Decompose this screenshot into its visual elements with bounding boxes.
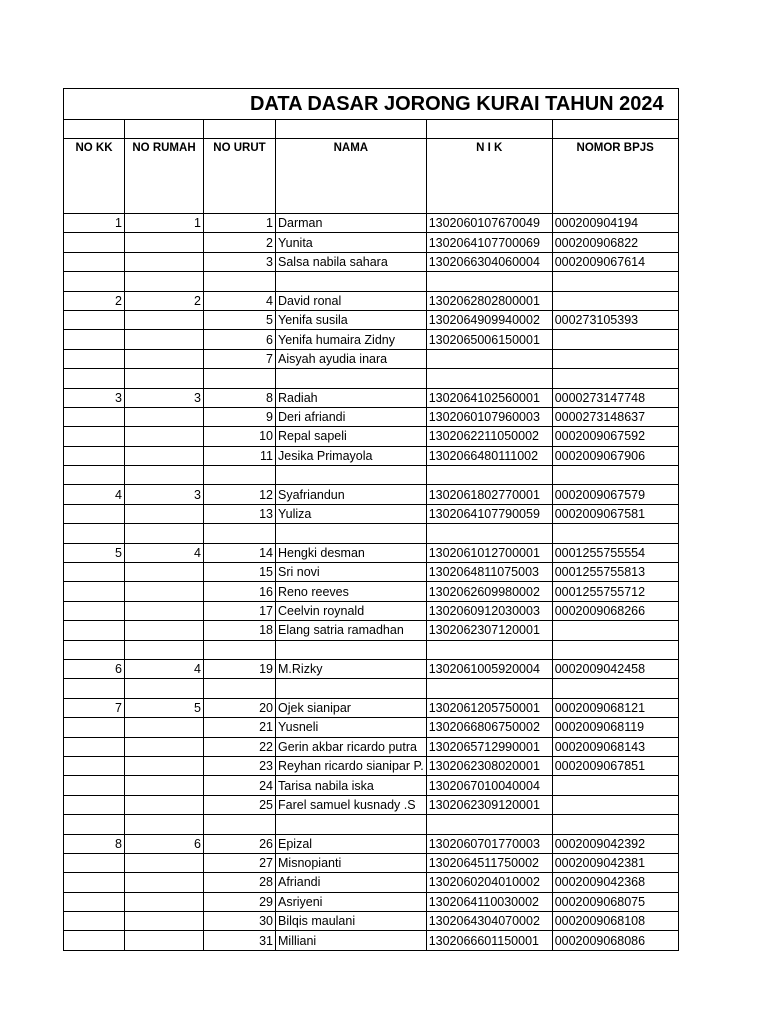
table-row: [64, 214, 679, 233]
header-nomor-bpjs[interactable]: NOMOR BPJS: [552, 139, 678, 158]
cell[interactable]: [204, 640, 276, 659]
nik-cell[interactable]: 1302060107960003: [426, 407, 552, 426]
nik-cell[interactable]: 1302064107700069: [426, 233, 552, 252]
bpjs-cell[interactable]: 0002009067592: [552, 427, 678, 446]
nik-cell[interactable]: 1302065712990001: [426, 737, 552, 756]
bpjs-cell[interactable]: 0001255755712: [552, 582, 678, 601]
rumah-cell[interactable]: [125, 349, 204, 368]
cell[interactable]: [64, 524, 125, 543]
spacer-row: [64, 272, 679, 291]
nama-cell[interactable]: Sri novi: [276, 563, 427, 582]
cell[interactable]: [125, 524, 204, 543]
kk-cell[interactable]: [64, 349, 125, 368]
nik-cell[interactable]: 1302064102560001: [426, 388, 552, 407]
urut-cell[interactable]: 27: [204, 853, 276, 872]
nama-cell[interactable]: Ceelvin roynald: [276, 601, 427, 620]
cell[interactable]: [276, 369, 427, 388]
kk-cell[interactable]: [64, 330, 125, 349]
nama-cell[interactable]: Salsa nabila sahara: [276, 252, 427, 271]
rumah-cell[interactable]: [125, 407, 204, 426]
cell[interactable]: [204, 272, 276, 291]
cell[interactable]: [204, 120, 276, 139]
cell[interactable]: [276, 524, 427, 543]
rumah-cell[interactable]: [125, 310, 204, 329]
nik-cell[interactable]: 1302064511750002: [426, 853, 552, 872]
spacer-row: [64, 466, 679, 485]
urut-cell[interactable]: 18: [204, 621, 276, 640]
cell[interactable]: [125, 120, 204, 139]
nik-cell[interactable]: [426, 349, 552, 368]
nama-cell[interactable]: Hengki desman: [276, 543, 427, 562]
table-row: [64, 485, 679, 504]
urut-cell[interactable]: 2: [204, 233, 276, 252]
bpjs-cell[interactable]: 0002009042392: [552, 834, 678, 853]
urut-cell[interactable]: 16: [204, 582, 276, 601]
cell[interactable]: [426, 272, 552, 291]
table-row: [64, 407, 679, 426]
nama-cell[interactable]: Reyhan ricardo sianipar P.: [276, 756, 427, 775]
nik-cell[interactable]: 1302062309120001: [426, 795, 552, 814]
rumah-cell[interactable]: [125, 563, 204, 582]
cell[interactable]: [426, 524, 552, 543]
kk-cell[interactable]: 4: [64, 485, 125, 504]
spacer-row: [64, 640, 679, 659]
urut-cell[interactable]: 15: [204, 563, 276, 582]
urut-cell[interactable]: 20: [204, 698, 276, 717]
nama-cell[interactable]: Asriyeni: [276, 892, 427, 911]
cell[interactable]: [64, 815, 125, 834]
cell[interactable]: [125, 369, 204, 388]
nik-cell[interactable]: 1302064304070002: [426, 912, 552, 931]
cell[interactable]: [64, 272, 125, 291]
kk-cell[interactable]: [64, 892, 125, 911]
nama-cell[interactable]: Elang satria ramadhan: [276, 621, 427, 640]
nik-cell[interactable]: 1302061012700001: [426, 543, 552, 562]
urut-cell[interactable]: 7: [204, 349, 276, 368]
kk-cell[interactable]: [64, 252, 125, 271]
cell[interactable]: [64, 640, 125, 659]
bpjs-cell[interactable]: [552, 330, 678, 349]
kk-cell[interactable]: 5: [64, 543, 125, 562]
rumah-cell[interactable]: [125, 892, 204, 911]
nik-cell[interactable]: 1302062802800001: [426, 291, 552, 310]
nama-cell[interactable]: Tarisa nabila iska: [276, 776, 427, 795]
cell[interactable]: [426, 815, 552, 834]
cell[interactable]: [426, 369, 552, 388]
nama-cell[interactable]: Epizal: [276, 834, 427, 853]
cell[interactable]: [276, 679, 427, 698]
table-row: [64, 931, 679, 950]
rumah-cell[interactable]: 3: [125, 485, 204, 504]
bpjs-cell[interactable]: [552, 349, 678, 368]
urut-cell[interactable]: 3: [204, 252, 276, 271]
nama-cell[interactable]: Bilqis maulani: [276, 912, 427, 931]
nik-cell[interactable]: 1302066601150001: [426, 931, 552, 950]
table-row: [64, 252, 679, 271]
spacer-row: [64, 679, 679, 698]
urut-cell[interactable]: 12: [204, 485, 276, 504]
spacer-row: [64, 369, 679, 388]
bpjs-cell[interactable]: 0002009068266: [552, 601, 678, 620]
kk-cell[interactable]: 1: [64, 214, 125, 233]
cell[interactable]: [552, 815, 678, 834]
nama-cell[interactable]: Yusneli: [276, 718, 427, 737]
kk-cell[interactable]: [64, 931, 125, 950]
nama-cell[interactable]: Misnopianti: [276, 853, 427, 872]
urut-cell[interactable]: 28: [204, 873, 276, 892]
table-row: [64, 718, 679, 737]
table-row: [64, 543, 679, 562]
cell[interactable]: [125, 272, 204, 291]
spacer-row: [64, 524, 679, 543]
bpjs-cell[interactable]: 0002009068121: [552, 698, 678, 717]
kk-cell[interactable]: [64, 756, 125, 775]
cell[interactable]: [276, 158, 427, 214]
cell[interactable]: [276, 120, 427, 139]
cell[interactable]: [426, 158, 552, 214]
urut-cell[interactable]: 9: [204, 407, 276, 426]
nama-cell[interactable]: Yunita: [276, 233, 427, 252]
urut-cell[interactable]: 8: [204, 388, 276, 407]
table-row: [64, 446, 679, 465]
kk-cell[interactable]: [64, 795, 125, 814]
kk-cell[interactable]: 7: [64, 698, 125, 717]
urut-cell[interactable]: 19: [204, 659, 276, 678]
bpjs-cell[interactable]: 0002009068119: [552, 718, 678, 737]
nik-cell[interactable]: 1302062211050002: [426, 427, 552, 446]
table-row: [64, 737, 679, 756]
table-row: [64, 563, 679, 582]
bpjs-cell[interactable]: 0002009067906: [552, 446, 678, 465]
rumah-cell[interactable]: [125, 853, 204, 872]
nama-cell[interactable]: Radiah: [276, 388, 427, 407]
nama-cell[interactable]: Farel samuel kusnady .S: [276, 795, 427, 814]
urut-cell[interactable]: 30: [204, 912, 276, 931]
bpjs-cell[interactable]: 0001255755554: [552, 543, 678, 562]
cell[interactable]: [552, 120, 678, 139]
nik-cell[interactable]: 1302066304060004: [426, 252, 552, 271]
kk-cell[interactable]: [64, 504, 125, 523]
cell[interactable]: [276, 640, 427, 659]
cell[interactable]: [64, 466, 125, 485]
rumah-cell[interactable]: 4: [125, 543, 204, 562]
kk-cell[interactable]: [64, 601, 125, 620]
bpjs-cell[interactable]: 0001255755813: [552, 563, 678, 582]
rumah-cell[interactable]: [125, 252, 204, 271]
nik-cell[interactable]: 1302061005920004: [426, 659, 552, 678]
bpjs-cell[interactable]: 0002009067851: [552, 756, 678, 775]
table-row: [64, 912, 679, 931]
rumah-cell[interactable]: [125, 737, 204, 756]
nama-cell[interactable]: Ojek sianipar: [276, 698, 427, 717]
kk-cell[interactable]: [64, 853, 125, 872]
urut-cell[interactable]: 14: [204, 543, 276, 562]
bpjs-cell[interactable]: 0000273147748: [552, 388, 678, 407]
kk-cell[interactable]: [64, 776, 125, 795]
urut-cell[interactable]: 11: [204, 446, 276, 465]
table-row: [64, 892, 679, 911]
urut-cell[interactable]: 23: [204, 756, 276, 775]
urut-cell[interactable]: 26: [204, 834, 276, 853]
urut-cell[interactable]: 13: [204, 504, 276, 523]
cell[interactable]: [426, 120, 552, 139]
kk-cell[interactable]: 2: [64, 291, 125, 310]
nama-cell[interactable]: Gerin akbar ricardo putra: [276, 737, 427, 756]
nik-cell[interactable]: 1302065006150001: [426, 330, 552, 349]
bpjs-cell[interactable]: [552, 776, 678, 795]
nama-cell[interactable]: Jesika Primayola: [276, 446, 427, 465]
urut-cell[interactable]: 4: [204, 291, 276, 310]
cell[interactable]: [64, 158, 125, 214]
table-row: [64, 795, 679, 814]
nama-cell[interactable]: Deri afriandi: [276, 407, 427, 426]
kk-cell[interactable]: [64, 621, 125, 640]
bpjs-cell[interactable]: 0002009042381: [552, 853, 678, 872]
bpjs-cell[interactable]: 000200904194: [552, 214, 678, 233]
nik-cell[interactable]: 1302060701770003: [426, 834, 552, 853]
kk-cell[interactable]: [64, 233, 125, 252]
nik-cell[interactable]: 1302067010040004: [426, 776, 552, 795]
header-nik[interactable]: N I K: [426, 139, 552, 158]
kk-cell[interactable]: [64, 718, 125, 737]
bpjs-cell[interactable]: 0002009042458: [552, 659, 678, 678]
cell[interactable]: [125, 158, 204, 214]
kk-cell[interactable]: [64, 582, 125, 601]
nama-cell[interactable]: Repal sapeli: [276, 427, 427, 446]
cell[interactable]: [552, 369, 678, 388]
cell[interactable]: [125, 815, 204, 834]
urut-cell[interactable]: 24: [204, 776, 276, 795]
rumah-cell[interactable]: [125, 718, 204, 737]
nama-cell[interactable]: Yenifa susila: [276, 310, 427, 329]
table-row: [64, 698, 679, 717]
cell[interactable]: [204, 466, 276, 485]
rumah-cell[interactable]: [125, 776, 204, 795]
bpjs-cell[interactable]: 0002009068108: [552, 912, 678, 931]
rumah-cell[interactable]: [125, 873, 204, 892]
header-nama[interactable]: NAMA: [276, 139, 427, 158]
kk-cell[interactable]: 6: [64, 659, 125, 678]
nama-cell[interactable]: Darman: [276, 214, 427, 233]
cell[interactable]: [552, 466, 678, 485]
bpjs-cell[interactable]: [552, 291, 678, 310]
spacer-row: [64, 120, 679, 139]
header-row: [64, 139, 679, 158]
bpjs-cell[interactable]: 000273105393: [552, 310, 678, 329]
rumah-cell[interactable]: [125, 601, 204, 620]
rumah-cell[interactable]: [125, 427, 204, 446]
bpjs-cell[interactable]: 0002009067614: [552, 252, 678, 271]
cell[interactable]: [204, 369, 276, 388]
cell[interactable]: [276, 272, 427, 291]
cell[interactable]: [204, 679, 276, 698]
kk-cell[interactable]: [64, 737, 125, 756]
cell[interactable]: [552, 272, 678, 291]
title-row: [64, 89, 679, 120]
kk-cell[interactable]: 8: [64, 834, 125, 853]
urut-cell[interactable]: 31: [204, 931, 276, 950]
kk-cell[interactable]: [64, 407, 125, 426]
rumah-cell[interactable]: [125, 912, 204, 931]
rumah-cell[interactable]: [125, 621, 204, 640]
nik-cell[interactable]: 1302066806750002: [426, 718, 552, 737]
urut-cell[interactable]: 10: [204, 427, 276, 446]
nik-cell[interactable]: 1302064110030002: [426, 892, 552, 911]
rumah-cell[interactable]: [125, 582, 204, 601]
cell[interactable]: [426, 679, 552, 698]
urut-cell[interactable]: 22: [204, 737, 276, 756]
urut-cell[interactable]: 25: [204, 795, 276, 814]
kk-cell[interactable]: 3: [64, 388, 125, 407]
spreadsheet-table: [63, 88, 679, 951]
bpjs-cell[interactable]: 0002009068143: [552, 737, 678, 756]
nik-cell[interactable]: 1302060912030003: [426, 601, 552, 620]
nama-cell[interactable]: David ronal: [276, 291, 427, 310]
nik-cell[interactable]: 1302061205750001: [426, 698, 552, 717]
nik-cell[interactable]: 1302062307120001: [426, 621, 552, 640]
nama-cell[interactable]: Afriandi: [276, 873, 427, 892]
cell[interactable]: [204, 524, 276, 543]
nama-cell[interactable]: Reno reeves: [276, 582, 427, 601]
table-row: [64, 659, 679, 678]
header-no-rumah[interactable]: NO RUMAH: [125, 139, 204, 158]
nik-cell[interactable]: 1302062308020001: [426, 756, 552, 775]
table-row: [64, 776, 679, 795]
kk-cell[interactable]: [64, 563, 125, 582]
urut-cell[interactable]: 21: [204, 718, 276, 737]
table-row: [64, 291, 679, 310]
kk-cell[interactable]: [64, 912, 125, 931]
nama-cell[interactable]: Yuliza: [276, 504, 427, 523]
bpjs-cell[interactable]: 0000273148637: [552, 407, 678, 426]
table-row: [64, 388, 679, 407]
rumah-cell[interactable]: 6: [125, 834, 204, 853]
cell[interactable]: [125, 466, 204, 485]
nama-cell[interactable]: Aisyah ayudia inara: [276, 349, 427, 368]
bpjs-cell[interactable]: [552, 795, 678, 814]
rumah-cell[interactable]: 3: [125, 388, 204, 407]
cell[interactable]: [204, 158, 276, 214]
rumah-cell[interactable]: 2: [125, 291, 204, 310]
cell[interactable]: [552, 524, 678, 543]
rumah-cell[interactable]: 5: [125, 698, 204, 717]
rumah-cell[interactable]: [125, 795, 204, 814]
nik-cell[interactable]: 1302061802770001: [426, 485, 552, 504]
cell[interactable]: [125, 640, 204, 659]
rumah-cell[interactable]: [125, 330, 204, 349]
table-row: [64, 330, 679, 349]
table-row: [64, 834, 679, 853]
urut-cell[interactable]: 6: [204, 330, 276, 349]
table-row: [64, 621, 679, 640]
urut-cell[interactable]: 17: [204, 601, 276, 620]
header-no-kk[interactable]: NO KK: [64, 139, 125, 158]
cell[interactable]: [64, 679, 125, 698]
urut-cell[interactable]: 1: [204, 214, 276, 233]
nik-cell[interactable]: 1302062609980002: [426, 582, 552, 601]
table-row: [64, 756, 679, 775]
nik-cell[interactable]: 1302066480111002: [426, 446, 552, 465]
rumah-cell[interactable]: [125, 446, 204, 465]
cell[interactable]: [125, 679, 204, 698]
urut-cell[interactable]: 29: [204, 892, 276, 911]
nik-cell[interactable]: 1302060107670049: [426, 214, 552, 233]
cell[interactable]: [552, 158, 678, 214]
table-row: [64, 310, 679, 329]
table-row: [64, 853, 679, 872]
kk-cell[interactable]: [64, 446, 125, 465]
table-row: [64, 504, 679, 523]
table-row: [64, 873, 679, 892]
nik-cell[interactable]: 1302060204010002: [426, 873, 552, 892]
spacer-row: [64, 815, 679, 834]
rumah-cell[interactable]: 1: [125, 214, 204, 233]
cell[interactable]: [276, 466, 427, 485]
cell[interactable]: [64, 369, 125, 388]
cell[interactable]: [552, 679, 678, 698]
rumah-cell[interactable]: 4: [125, 659, 204, 678]
page-title[interactable]: DATA DASAR JORONG KURAI TAHUN 2024: [64, 89, 679, 120]
kk-cell[interactable]: [64, 310, 125, 329]
rumah-cell[interactable]: [125, 233, 204, 252]
bpjs-cell[interactable]: [552, 621, 678, 640]
table-row: [64, 349, 679, 368]
bpjs-cell[interactable]: 0002009067579: [552, 485, 678, 504]
nama-cell[interactable]: Syafriandun: [276, 485, 427, 504]
cell[interactable]: [276, 815, 427, 834]
nama-cell[interactable]: Yenifa humaira Zidny: [276, 330, 427, 349]
bpjs-cell[interactable]: 0002009068075: [552, 892, 678, 911]
cell[interactable]: [552, 640, 678, 659]
rumah-cell[interactable]: [125, 504, 204, 523]
table-row: [64, 427, 679, 446]
nik-cell[interactable]: 1302064811075003: [426, 563, 552, 582]
nik-cell[interactable]: 1302064909940002: [426, 310, 552, 329]
cell[interactable]: [204, 815, 276, 834]
header-blank-row: [64, 158, 679, 214]
kk-cell[interactable]: [64, 427, 125, 446]
header-no-urut[interactable]: NO URUT: [204, 139, 276, 158]
cell[interactable]: [426, 466, 552, 485]
table-row: [64, 601, 679, 620]
bpjs-cell[interactable]: 0002009068086: [552, 931, 678, 950]
bpjs-cell[interactable]: 0002009042368: [552, 873, 678, 892]
nama-cell[interactable]: Milliani: [276, 931, 427, 950]
table-row: [64, 582, 679, 601]
cell[interactable]: [64, 120, 125, 139]
nik-cell[interactable]: 1302064107790059: [426, 504, 552, 523]
table-row: [64, 233, 679, 252]
nama-cell[interactable]: M.Rizky: [276, 659, 427, 678]
rumah-cell[interactable]: [125, 931, 204, 950]
rumah-cell[interactable]: [125, 756, 204, 775]
kk-cell[interactable]: [64, 873, 125, 892]
bpjs-cell[interactable]: 000200906822: [552, 233, 678, 252]
urut-cell[interactable]: 5: [204, 310, 276, 329]
bpjs-cell[interactable]: 0002009067581: [552, 504, 678, 523]
cell[interactable]: [426, 640, 552, 659]
